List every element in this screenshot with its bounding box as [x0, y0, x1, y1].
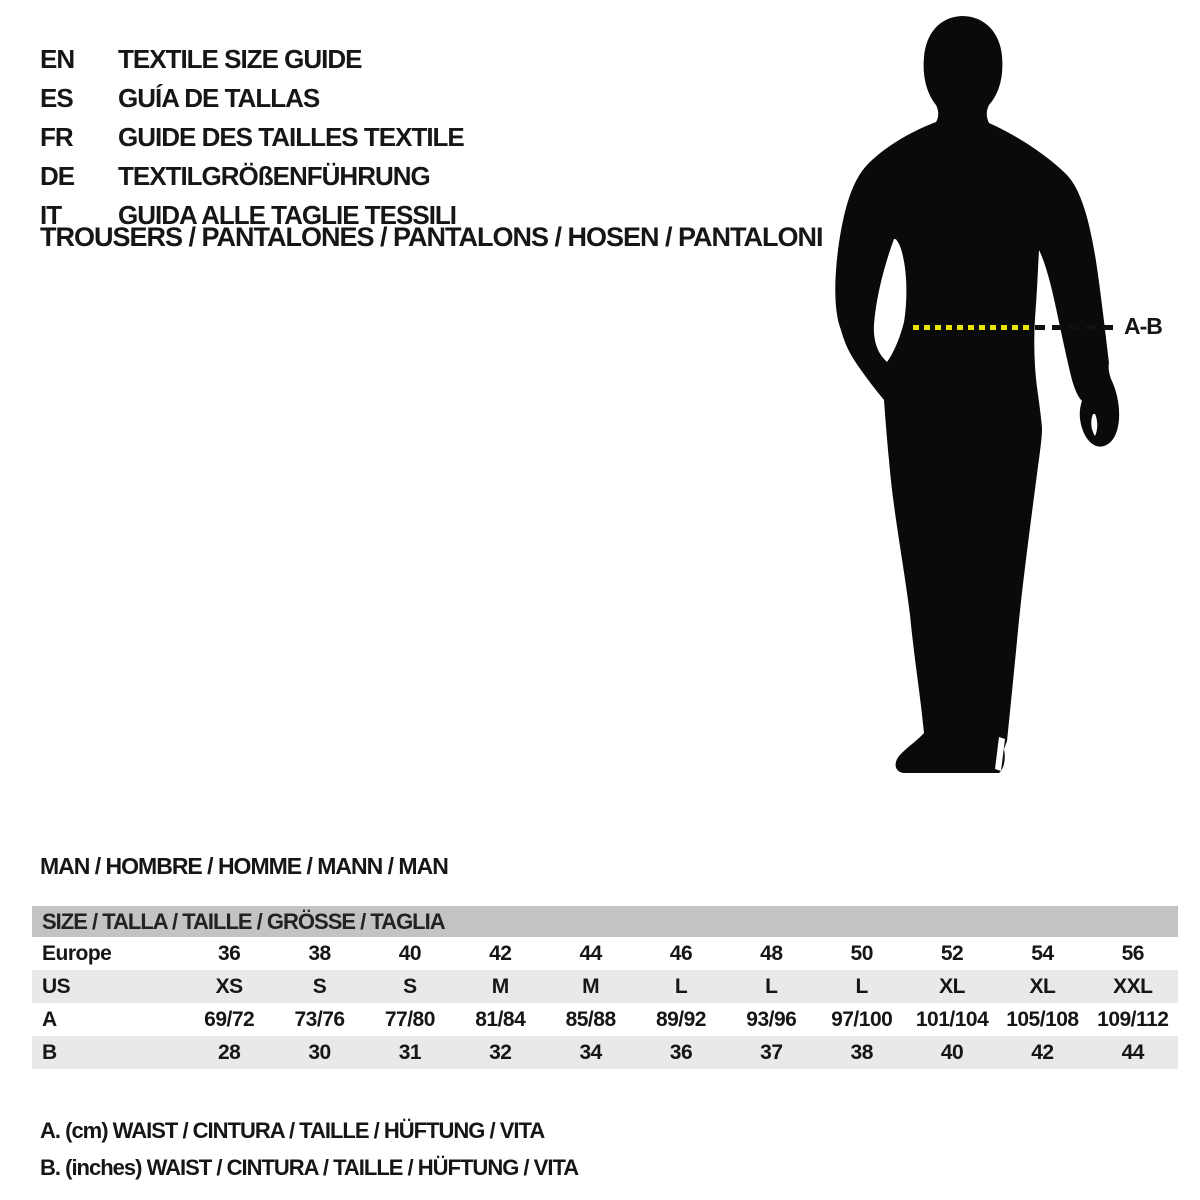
- footnote-b: B. (inches) WAIST / CINTURA / TAILLE / HÜFTUNG / VITA: [40, 1155, 579, 1180]
- row-label: US: [42, 974, 71, 998]
- cell: 97/100: [831, 1007, 893, 1031]
- row-label: Europe: [42, 941, 112, 965]
- cell: 56: [1121, 941, 1144, 965]
- cell: 32: [489, 1040, 512, 1064]
- cell: 28: [218, 1040, 241, 1064]
- cell: 36: [218, 941, 241, 965]
- language-code: EN: [40, 44, 75, 74]
- cell: 54: [1031, 941, 1054, 965]
- cell: 34: [579, 1040, 602, 1064]
- language-code: ES: [40, 83, 73, 113]
- cell: 44: [1121, 1040, 1144, 1064]
- size-table-header: SIZE / TALLA / TAILLE / GRÖSSE / TAGLIA: [32, 906, 1178, 937]
- row-label: A: [42, 1007, 57, 1031]
- footnote-a: A. (cm) WAIST / CINTURA / TAILLE / HÜFTUNG / VITA: [40, 1118, 545, 1143]
- row-label: B: [42, 1040, 57, 1064]
- table-row-europe: [32, 937, 1178, 970]
- language-label: TEXTILE SIZE GUIDE: [118, 44, 362, 74]
- cell: 89/92: [655, 1007, 706, 1031]
- language-code: FR: [40, 122, 73, 152]
- cell: 85/88: [565, 1007, 616, 1031]
- cell: 36: [669, 1040, 693, 1064]
- size-table: [32, 906, 1178, 1069]
- footnotes: [40, 1112, 578, 1186]
- cell: 38: [308, 941, 331, 965]
- language-row-en: [40, 40, 464, 79]
- cell: 38: [850, 1040, 873, 1064]
- product-heading: TROUSERS / PANTALONES / PANTALONS / HOSEN / PANTALONI: [40, 222, 823, 252]
- cell: L: [765, 974, 778, 998]
- cell: 73/76: [294, 1007, 345, 1031]
- cell: M: [582, 974, 600, 998]
- man-silhouette: [820, 12, 1150, 778]
- cell: 42: [489, 941, 512, 965]
- cell: 42: [1031, 1040, 1054, 1064]
- table-row-us: [32, 970, 1178, 1003]
- language-label: TEXTILGRÖßENFÜHRUNG: [118, 161, 430, 191]
- language-list: [40, 40, 464, 235]
- cell: 52: [940, 941, 964, 965]
- language-row-fr: [40, 118, 464, 157]
- cell: XS: [215, 974, 243, 998]
- cell: L: [855, 974, 868, 998]
- table-row-b-inches: [32, 1036, 1178, 1069]
- cell: L: [674, 974, 688, 998]
- waist-measure-label: A-B: [1124, 313, 1162, 339]
- cell: 50: [850, 941, 873, 965]
- language-label: GUIDA ALLE TAGLIE TESSILI: [118, 200, 457, 230]
- cell: XL: [1029, 974, 1056, 998]
- language-code: IT: [40, 200, 62, 230]
- cell: 105/108: [1006, 1007, 1079, 1031]
- cell: S: [403, 974, 417, 998]
- cell: 101/104: [915, 1007, 989, 1031]
- language-label: GUIDE DES TAILLES TEXTILE: [118, 122, 464, 152]
- cell: 40: [398, 941, 422, 965]
- cell: 93/96: [746, 1007, 797, 1031]
- language-row-es: [40, 79, 464, 118]
- cell: 40: [940, 1040, 964, 1064]
- waist-dotted-line: [913, 325, 1031, 330]
- cell: 46: [669, 941, 693, 965]
- cell: 77/80: [384, 1007, 435, 1031]
- section-heading: MAN / HOMBRE / HOMME / MANN / MAN: [40, 853, 448, 879]
- cell: 109/112: [1097, 1007, 1169, 1031]
- cell: M: [491, 974, 509, 998]
- cell: XL: [939, 974, 965, 998]
- cell: 44: [579, 941, 602, 965]
- cell: 69/72: [204, 1007, 255, 1031]
- cell: 37: [760, 1040, 783, 1064]
- waist-dashed-line: [1035, 325, 1120, 330]
- cell: 31: [398, 1040, 422, 1064]
- cell: 30: [308, 1040, 331, 1064]
- language-code: DE: [40, 161, 75, 191]
- table-row-a-cm: [32, 1003, 1178, 1036]
- cell: XXL: [1113, 974, 1153, 998]
- language-row-de: [40, 157, 464, 196]
- language-label: GUÍA DE TALLAS: [118, 83, 320, 113]
- cell: 81/84: [475, 1007, 526, 1031]
- cell: S: [312, 974, 327, 998]
- cell: 48: [760, 941, 783, 965]
